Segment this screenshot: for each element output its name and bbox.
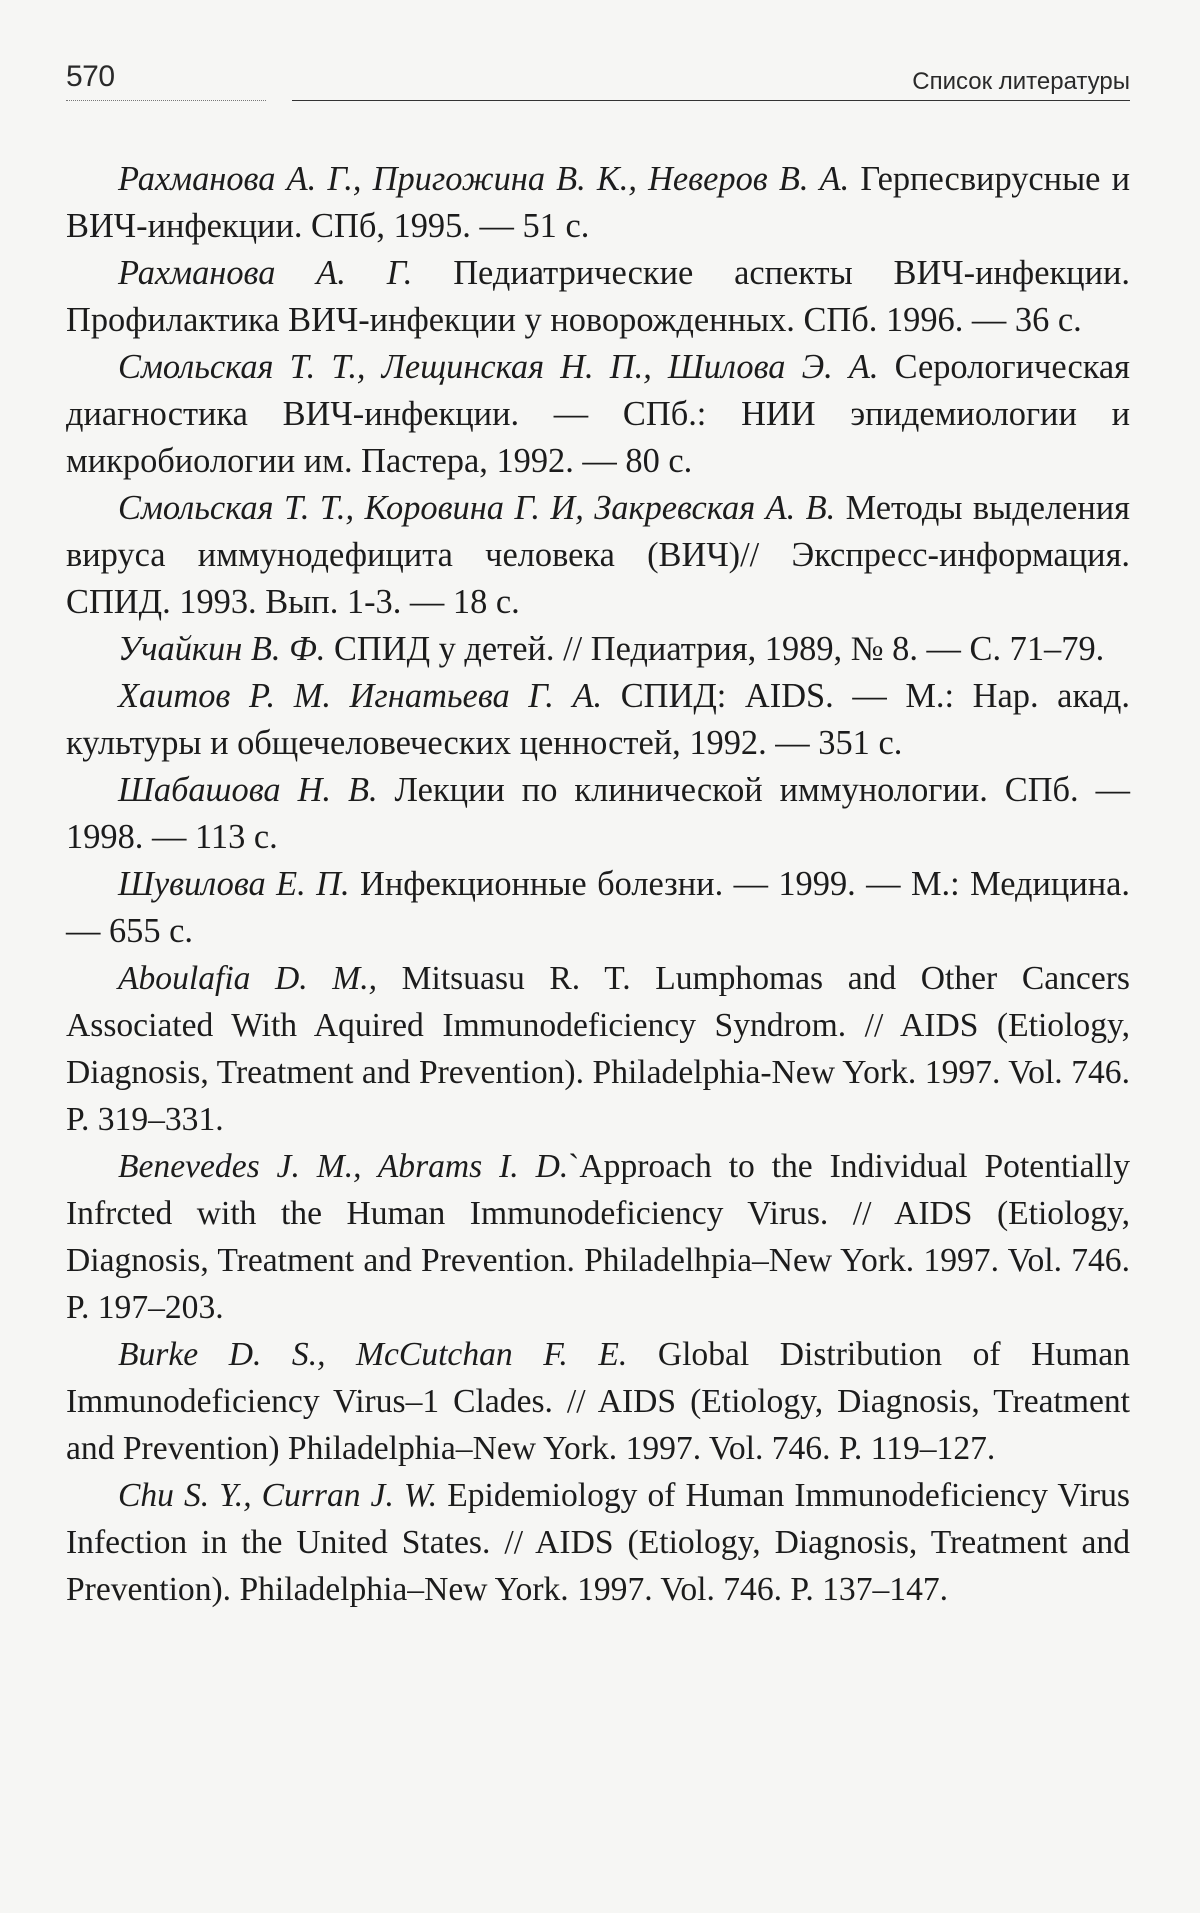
reference-entry <box>66 1331 1130 1472</box>
reference-authors: Рахманова А. Г., Пригожина В. К., Неверов В. А. <box>118 160 850 198</box>
reference-authors: Смольская Т. Т., Лещинская Н. П., Шилова Э. А. <box>118 348 879 386</box>
reference-entry <box>66 673 1130 767</box>
reference-entry <box>66 955 1130 1143</box>
reference-text: Лекции по клинической иммунологии. СПб. — 1998. — 113 с. <box>66 771 1130 856</box>
reference-entry <box>66 767 1130 861</box>
reference-text: Методы выделения вируса иммунодефицита человека (ВИЧ)// Экспресс-информация. СПИД. 1993. Вып. 1-3. — 18 с. <box>66 489 1131 621</box>
reference-list <box>66 156 1130 1613</box>
reference-authors: Учайкин В. Ф. <box>118 630 326 668</box>
reference-text: Epidemiology of Human Immunodeficiency Virus Infection in the United States. // AIDS (Etiology, Diagnosis, Treatment and Prevention). Philadelphia–New York. 1997. Vol. 746. P. 137–147. <box>66 1477 1130 1608</box>
reference-entry <box>66 1472 1130 1613</box>
reference-entry <box>66 626 1130 673</box>
reference-text: Mitsuasu R. T. Lumphomas and Other Cancers Associated With Aquired Immunodeficiency Syndrom. // AIDS (Etiology, Diagnosis, Treatment and Prevention). Philadelphia-New York. 1997. Vol. 746. P. 319–331. <box>66 960 1130 1138</box>
reference-text: Герпесвирусные и ВИЧ-инфекции. СПб, 1995. — 51 с. <box>66 160 1130 245</box>
reference-text: `Approach to the Individual Potentially Infrcted with the Human Immunodeficiency Virus. // AIDS (Etiology, Diagnosis, Treatment and Prevention. Philadelhpia–New York. 1997. Vol. 746. P. 197–203. <box>66 1148 1130 1326</box>
reference-entry <box>66 344 1130 485</box>
reference-authors: Aboulafia D. M., <box>118 960 378 997</box>
reference-entry <box>66 485 1130 626</box>
header-rule <box>292 100 1130 101</box>
reference-text: Педиатрические аспекты ВИЧ-инфекции. Профилактика ВИЧ-инфекции у новорожденных. СПб. 1996. — 36 с. <box>66 254 1130 339</box>
page-header <box>66 54 1130 106</box>
reference-authors: Шабашова Н. В. <box>118 771 378 809</box>
reference-authors: Benevedes J. M., Abrams I. D. <box>118 1148 569 1185</box>
reference-text: Инфекционные болезни. — 1999. — М.: Медицина. — 655 с. <box>66 865 1130 950</box>
header-rule-short <box>66 100 266 101</box>
reference-authors: Шувилова Е. П. <box>118 865 350 903</box>
reference-entry <box>66 156 1130 250</box>
reference-authors: Рахманова А. Г. <box>118 254 413 292</box>
reference-text: СПИД у детей. // Педиатрия, 1989, № 8. — С. 71–79. <box>333 630 1105 668</box>
reference-entry <box>66 1143 1130 1331</box>
reference-authors: Chu S. Y., Curran J. W. <box>118 1477 438 1514</box>
reference-entry <box>66 250 1130 344</box>
reference-entry <box>66 861 1130 955</box>
reference-text: Global Distribution of Human Immunodeficiency Virus–1 Clades. // AIDS (Etiology, Diagnosis, Treatment and Prevention) Philadelphia–New York. 1997. Vol. 746. P. 119–127. <box>66 1336 1130 1467</box>
reference-text: СПИД: AIDS. — М.: Нар. акад. культуры и общечеловеческих ценностей, 1992. — 351 с. <box>66 677 1130 762</box>
running-title: Список литературы <box>912 68 1130 95</box>
page-number: 570 <box>66 60 115 93</box>
reference-authors: Хаитов Р. М. Игнатьева Г. А. <box>118 677 603 715</box>
reference-authors: Burke D. S., McCutchan F. E. <box>118 1336 628 1373</box>
reference-text: Серологическая диагностика ВИЧ-инфекции. — СПб.: НИИ эпидемиологии и микробиологии им. Пастера, 1992. — 80 с. <box>66 348 1130 480</box>
reference-authors: Смольская Т. Т., Коровина Г. И, Закревская А. В. <box>118 489 836 527</box>
